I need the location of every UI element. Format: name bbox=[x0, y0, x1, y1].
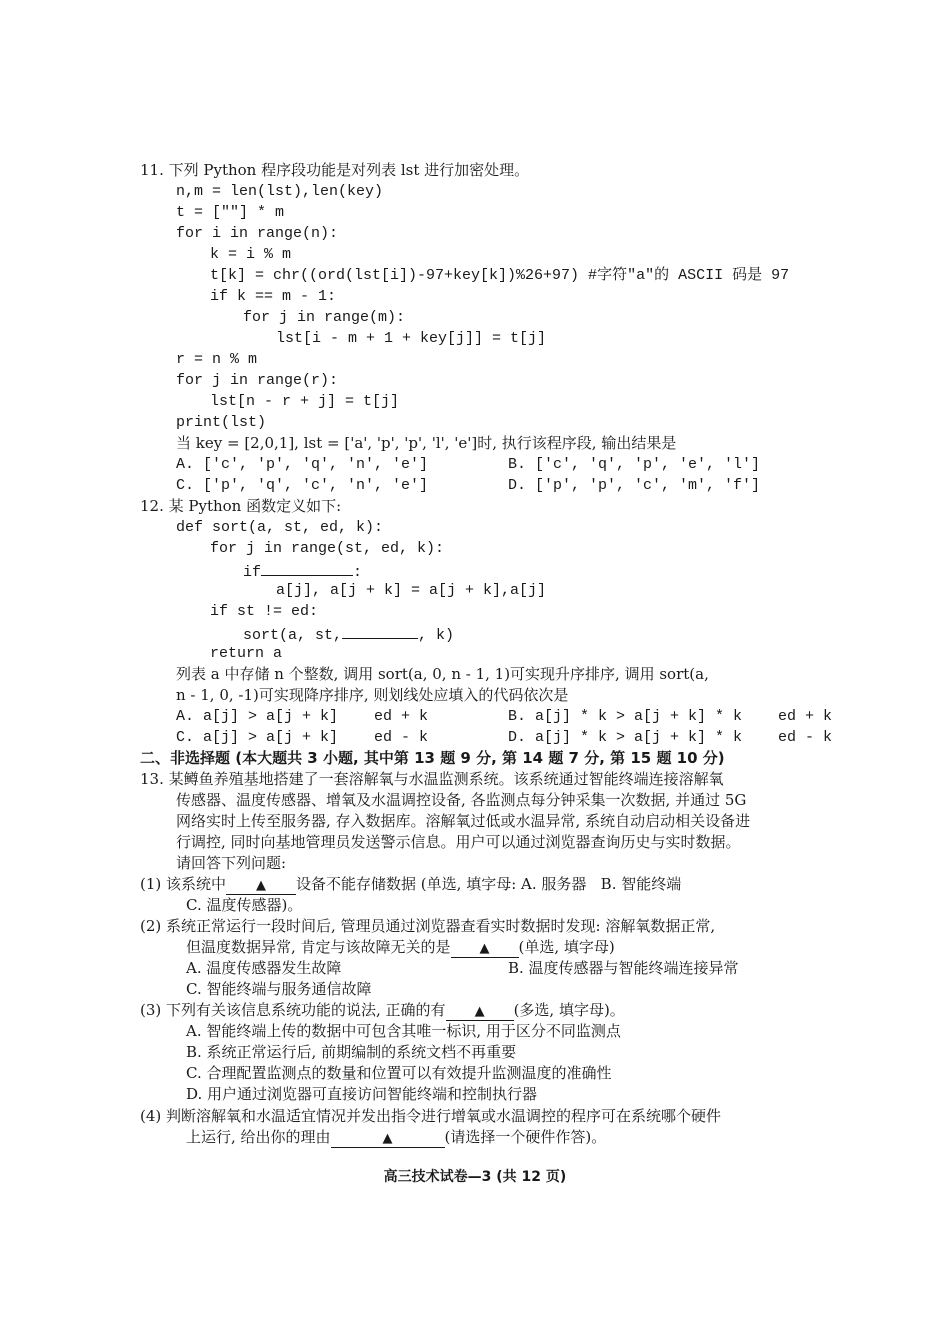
q12-stem: 12. 某 Python 函数定义如下: bbox=[140, 497, 342, 515]
q11-code-line: n,m = len(lst),len(key) bbox=[176, 183, 384, 200]
q11-code-line: lst[n - r + j] = t[j] bbox=[210, 393, 400, 410]
q13-part1-cont: C. 温度传感器)。 bbox=[186, 896, 303, 914]
q12-option-b: B. a[j] * k > a[j + k] * k ed + k bbox=[508, 708, 833, 725]
q12-option-c: C. a[j] > a[j + k] ed - k bbox=[176, 729, 429, 746]
section-heading: 二、非选择题 (本大题共 3 小题, 其中第 13 题 9 分, 第 14 题 7 分, 第 15 题 10 分) bbox=[140, 749, 725, 767]
q12-sort-call: sort(a, st, bbox=[243, 627, 343, 644]
q13-part2-option-c: C. 智能终端与服务通信故障 bbox=[186, 980, 372, 998]
q13-part1-prefix: (1) 该系统中 bbox=[140, 875, 227, 893]
q11-code-line: k = i % m bbox=[210, 246, 292, 263]
q11-option-b: B. ['c', 'q', 'p', 'e', 'l'] bbox=[508, 456, 761, 473]
q13-part3-option-b: B. 系统正常运行后, 前期编制的系统文档不再重要 bbox=[186, 1043, 517, 1061]
q13-intro-line: 传感器、温度传感器、增氧及水温调控设备, 各监测点每分钟采集一次数据, 并通过 5G bbox=[176, 791, 747, 809]
answer-blank[interactable]: ▲ bbox=[451, 941, 519, 958]
q12-code-line-recursive bbox=[243, 622, 454, 643]
q12-desc-line: 列表 a 中存储 n 个整数, 调用 sort(a, 0, n - 1, 1)可实现升序排序, 调用 sort(a, bbox=[176, 665, 709, 683]
page-footer: 高三技术试卷—3 (共 12 页) bbox=[383, 1169, 567, 1185]
q12-desc-line: n - 1, 0, -1)可实现降序排序, 则划线处应填入的代码依次是 bbox=[176, 686, 569, 704]
q13-part3-option-d: D. 用户通过浏览器可直接访问智能终端和控制执行器 bbox=[186, 1085, 538, 1103]
q13-part3-prefix: (3) 下列有关该信息系统功能的说法, 正确的有 bbox=[140, 1001, 446, 1019]
q11-code-line: for i in range(n): bbox=[176, 225, 339, 242]
q12-if-keyword: if bbox=[243, 564, 262, 581]
q13-part4-prefix: 上运行, 给出你的理由 bbox=[186, 1128, 331, 1146]
q13-part2-prefix: 但温度数据异常, 肯定与该故障无关的是 bbox=[186, 938, 451, 956]
q11-code-line: t = [""] * m bbox=[176, 204, 285, 221]
q13-part3 bbox=[140, 1000, 625, 1021]
q12-option-a: A. a[j] > a[j + k] ed + k bbox=[176, 708, 429, 725]
q11-code-line: print(lst) bbox=[176, 414, 267, 431]
q12-sort-call-end: , k) bbox=[418, 627, 455, 644]
q12-option-d: D. a[j] * k > a[j + k] * k ed - k bbox=[508, 729, 833, 746]
q13-part4-suffix: (请选择一个硬件作答)。 bbox=[444, 1128, 607, 1146]
q12-code-line: return a bbox=[210, 645, 283, 662]
q13-intro-line: 行调控, 同时向基地管理员发送警示信息。用户可以通过浏览器查询历史与实时数据。 bbox=[176, 833, 741, 851]
q11-code-line: lst[i - m + 1 + key[j]] = t[j] bbox=[276, 330, 547, 347]
q12-code-line: for j in range(st, ed, k): bbox=[210, 540, 445, 557]
q11-stem: 11. 下列 Python 程序段功能是对列表 lst 进行加密处理。 bbox=[140, 161, 530, 179]
q11-option-a: A. ['c', 'p', 'q', 'n', 'e'] bbox=[176, 456, 429, 473]
q12-code-line: if st != ed: bbox=[210, 603, 319, 620]
q13-part3-suffix: (多选, 填字母)。 bbox=[513, 1001, 625, 1019]
q12-code-line: a[j], a[j + k] = a[j + k],a[j] bbox=[276, 582, 547, 599]
q13-part2-cont bbox=[186, 937, 615, 958]
q11-code-line: for j in range(r): bbox=[176, 372, 339, 389]
q11-code-line: t[k] = chr((ord(lst[i])-97+key[k])%26+97) #字符"a"的 ASCII 码是 97 bbox=[210, 267, 790, 284]
answer-blank[interactable]: ▲ bbox=[331, 1131, 445, 1148]
q13-part4-cont bbox=[186, 1127, 606, 1148]
q12-blank-1 bbox=[261, 559, 353, 576]
q12-code-line: def sort(a, st, ed, k): bbox=[176, 519, 384, 536]
q13-part1 bbox=[140, 874, 681, 895]
q12-blank-2 bbox=[342, 622, 418, 639]
q11-code-line: if k == m - 1: bbox=[210, 288, 337, 305]
q13-part2-option-b: B. 温度传感器与智能终端连接异常 bbox=[508, 959, 739, 977]
q13-part3-option-a: A. 智能终端上传的数据中可包含其唯一标识, 用于区分不同监测点 bbox=[186, 1022, 621, 1040]
q11-option-c: C. ['p', 'q', 'c', 'n', 'e'] bbox=[176, 477, 429, 494]
q12-if-colon: : bbox=[353, 564, 363, 581]
q11-code-line: r = n % m bbox=[176, 351, 258, 368]
q13-part4: (4) 判断溶解氧和水温适宜情况并发出指令进行增氧或水温调控的程序可在系统哪个硬件 bbox=[140, 1107, 722, 1125]
q13-intro-line: 13. 某鳟鱼养殖基地搭建了一套溶解氧与水温监测系统。该系统通过智能终端连接溶解氧 bbox=[140, 770, 724, 788]
q13-part1-suffix: 设备不能存储数据 (单选, 填字母: A. 服务器 B. 智能终端 bbox=[296, 875, 682, 893]
q11-code-line: for j in range(m): bbox=[243, 309, 406, 326]
q13-part2: (2) 系统正常运行一段时间后, 管理员通过浏览器查看实时数据时发现: 溶解氧数据正常, bbox=[140, 917, 716, 935]
answer-blank[interactable]: ▲ bbox=[446, 1004, 514, 1021]
q13-part3-option-c: C. 合理配置监测点的数量和位置可以有效提升监测温度的准确性 bbox=[186, 1064, 612, 1082]
q13-intro-line: 网络实时上传至服务器, 存入数据库。溶解氧过低或水温异常, 系统自动启动相关设备进 bbox=[176, 812, 751, 830]
q13-intro-line: 请回答下列问题: bbox=[176, 854, 287, 872]
q12-code-line-if bbox=[243, 559, 362, 580]
answer-blank[interactable]: ▲ bbox=[226, 878, 296, 895]
q13-part2-option-a: A. 温度传感器发生故障 bbox=[186, 959, 342, 977]
q13-part2-suffix: (单选, 填字母) bbox=[518, 938, 615, 956]
q11-question: 当 key = [2,0,1], lst = ['a', 'p', 'p', 'l', 'e']时, 执行该程序段, 输出结果是 bbox=[176, 434, 677, 452]
q11-option-d: D. ['p', 'p', 'c', 'm', 'f'] bbox=[508, 477, 761, 494]
